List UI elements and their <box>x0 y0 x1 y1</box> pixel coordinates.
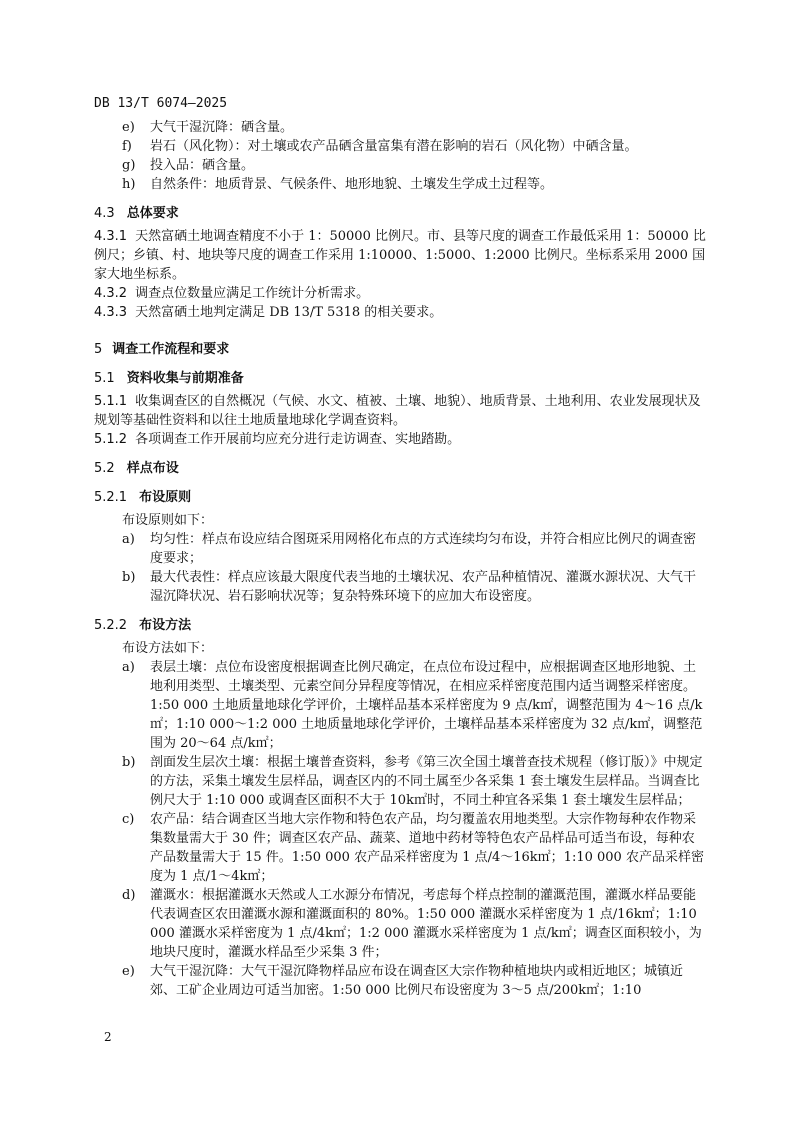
list-marker: d) <box>122 888 136 903</box>
clause-5-1-2 <box>94 430 706 449</box>
list-text: 岩石（风化物）：对土壤或农产品硒含量富集有潜在影响的岩石（风化物）中硒含量。 <box>150 139 638 154</box>
document-body <box>94 118 706 1000</box>
list-text: 投入品：硒含量。 <box>150 158 255 173</box>
list-marker: a) <box>122 660 135 675</box>
section-5-2-heading <box>94 459 706 478</box>
section-5-2-1-intro: 布设原则如下： <box>122 513 214 528</box>
list-item <box>94 568 706 606</box>
clause-text: 收集调查区的自然概况（气候、水文、植被、土壤、地貌）、地质背景、土地利用、农业发展现状及规划等基础性资料和以往土地质量地球化学调查资料。 <box>94 394 701 428</box>
chapter-title: 调查工作流程和要求 <box>112 342 230 357</box>
list-text: 均匀性：样点布设应结合图斑采用网格化布点的方式连续均匀布设，并符合相应比例尺的调查密度要求； <box>150 532 697 566</box>
list-marker: b) <box>122 570 136 585</box>
list-item <box>94 175 706 194</box>
clause-number: 5.1.1 <box>94 394 128 409</box>
section-number: 5.2 <box>94 461 115 476</box>
clause-text: 天然富硒土地调查精度不小于 1：50000 比例尺。市、县等尺度的调查工作最低采用 1：50000 比例尺；乡镇、村、地块等尺度的调查工作采用 1:10000、1:5000、1:2000 比例尺。坐标系采用 2000 国家大地坐标系。 <box>94 229 706 282</box>
section-5-2-2-intro: 布设方法如下： <box>122 641 214 656</box>
list-methods <box>94 658 706 1000</box>
clause-4-3-2 <box>94 284 706 303</box>
list-item <box>94 156 706 175</box>
section-title: 布设方法 <box>139 618 192 633</box>
list-text: 自然条件：地质背景、气候条件、地形地貌、土壤发生学成土过程等。 <box>150 177 554 192</box>
list-item <box>94 118 706 137</box>
list-marker: f) <box>122 139 132 154</box>
clause-number: 4.3.2 <box>94 286 128 301</box>
clause-4-3-3 <box>94 303 706 322</box>
list-marker: e) <box>122 120 135 135</box>
clause-number: 4.3.3 <box>94 305 128 320</box>
section-4-3-heading <box>94 204 706 223</box>
list-item <box>94 810 706 886</box>
list-text: 最大代表性：样点应该最大限度代表当地的土壤状况、农产品种植情况、灌溉水源状况、大气干湿沉降状况、岩石影响状况等；复杂特殊环境下的应加大布设密度。 <box>150 570 697 604</box>
list-item <box>94 962 706 1000</box>
list-text: 表层土壤：点位布设密度根据调查比例尺确定，在点位布设过程中，应根据调查区地形地貌、土地利用类型、土壤类型、元素空间分异程度等情况，在相应采样密度范围内适当调整采样密度。1:50 000 土地质量地球化学评价，土壤样品基本采样密度为 9 点/k㎡，调整范围为 4～16 点/k㎡；1:10 000～1:2 000 土地质量地球化学评价，土壤样品基本采样密度为 32 点/k㎡，调整范围为 20～64 点/k㎡； <box>150 660 703 751</box>
section-number: 5.2.1 <box>94 490 128 505</box>
list-marker: b) <box>122 755 136 770</box>
list-marker: e) <box>122 964 135 979</box>
list-item <box>94 137 706 156</box>
list-text: 灌溉水：根据灌溉水天然或人工水源分布情况，考虑每个样点控制的灌溉范围，灌溉水样品要能代表调查区农田灌溉水源和灌溉面积的 80%。1:50 000 灌溉水采样密度为 1 点/16k㎡；1:10 000 灌溉水采样密度为 1 点/4k㎡；1:2 000 灌溉水采样密度为 1 点/k㎡；调查区面积较小，为地块尺度时，灌溉水样品至少采集 3 件； <box>150 888 702 960</box>
document-id: DB 13/T 6074—2025 <box>94 96 228 111</box>
clause-number: 4.3.1 <box>94 229 128 244</box>
list-item <box>94 886 706 962</box>
section-number: 4.3 <box>94 206 115 221</box>
section-title: 资料收集与前期准备 <box>126 371 244 386</box>
list-marker: g) <box>122 158 136 173</box>
list-item <box>94 658 706 753</box>
section-number: 5.2.2 <box>94 618 128 633</box>
list-principles <box>94 530 706 606</box>
list-marker: a) <box>122 532 135 547</box>
list-item <box>94 530 706 568</box>
list-text: 农产品：结合调查区当地大宗作物和特色农产品，均匀覆盖农用地类型。大宗作物每种农作物采集数量需大于 30 件；调查区农产品、蔬菜、道地中药材等特色农产品样品可适当布设，每种农产品数量需大于 15 件。1:50 000 农产品采样密度为 1 点/4～16k㎡；1:10 000 农产品采样密度为 1 点/1～4k㎡； <box>150 812 704 884</box>
list-marker: c) <box>122 812 135 827</box>
list-text: 剖面发生层次土壤：根据土壤普查资料，参考《第三次全国土壤普查技术规程（修订版）》中规定的方法，采集土壤发生层样品，调查区内的不同土属至少各采集 1 套土壤发生层样品。当调查比例尺大于 1:10 000 或调查区面积不大于 10k㎡时，不同土种宜各采集 1 套土壤发生层样品； <box>150 755 703 808</box>
clause-5-1-1 <box>94 392 706 430</box>
section-5-2-1-heading <box>94 488 706 507</box>
section-title: 样点布设 <box>126 461 179 476</box>
section-5-1-heading <box>94 369 706 388</box>
chapter-number: 5 <box>94 342 103 357</box>
list-items-e-to-h <box>94 118 706 194</box>
list-text: 大气干湿沉降：硒含量。 <box>150 120 294 135</box>
section-title: 总体要求 <box>126 206 179 221</box>
list-item <box>94 753 706 810</box>
list-marker: h) <box>122 177 136 192</box>
clause-text: 各项调查工作开展前均应充分进行走访调查、实地踏勘。 <box>135 432 461 447</box>
page-number: 2 <box>104 1030 112 1044</box>
chapter-5-heading <box>94 340 706 359</box>
section-number: 5.1 <box>94 371 115 386</box>
clause-text: 调查点位数量应满足工作统计分析需求。 <box>135 286 370 301</box>
section-5-2-2-heading <box>94 616 706 635</box>
list-text: 大气干湿沉降：大气干湿沉降物样品应布设在调查区大宗作物种植地块内或相近地区；城镇近郊、工矿企业周边可适当加密。1:50 000 比例尺布设密度为 3～5 点/200k㎡；1:10 <box>150 964 684 998</box>
clause-number: 5.1.2 <box>94 432 128 447</box>
section-title: 布设原则 <box>139 490 192 505</box>
clause-text: 天然富硒土地判定满足 DB 13/T 5318 的相关要求。 <box>135 305 443 320</box>
clause-4-3-1 <box>94 227 706 284</box>
